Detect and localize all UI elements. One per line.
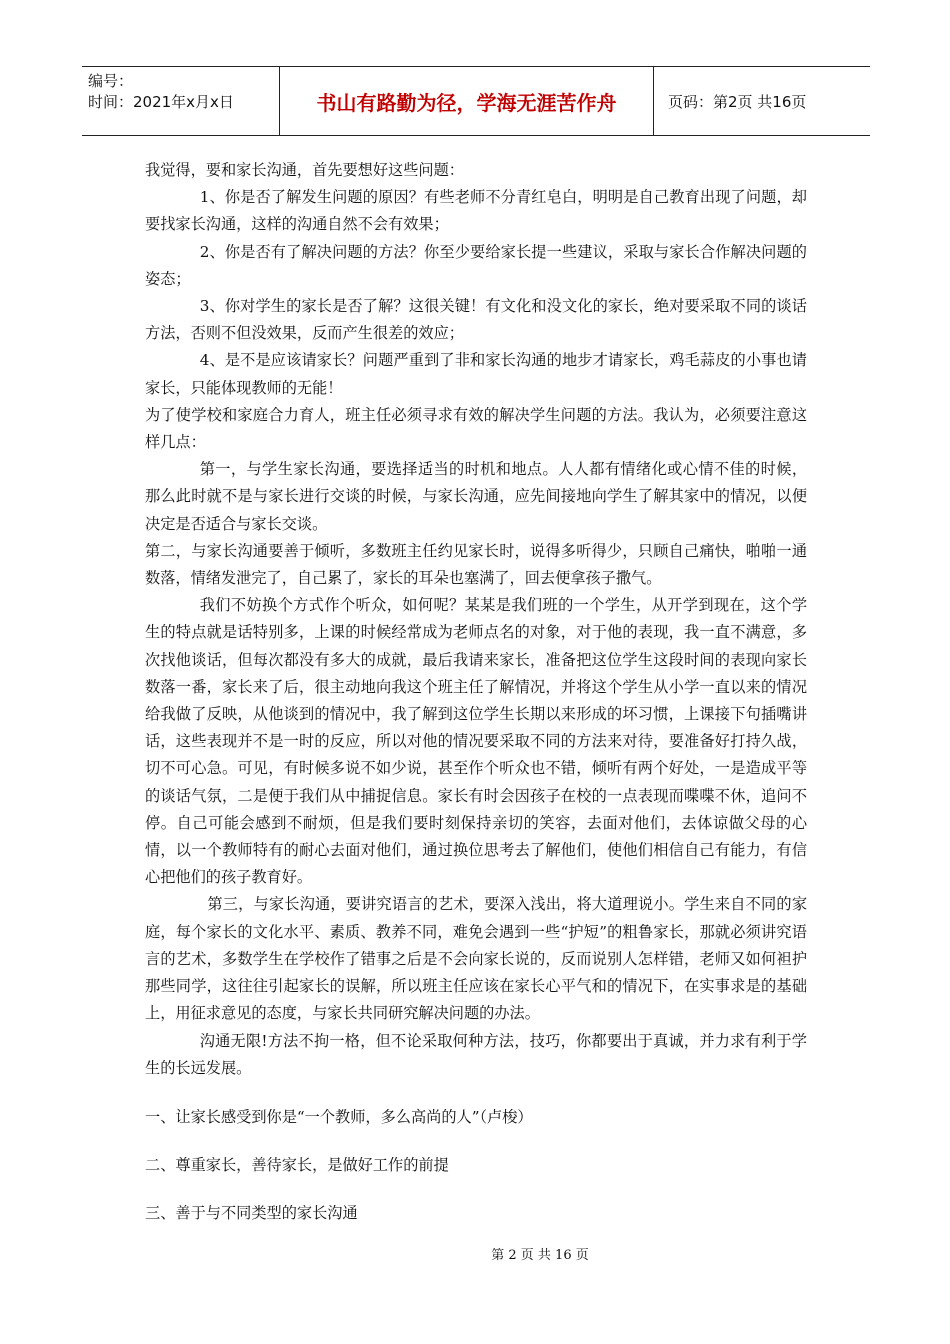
header-motto: 书山有路勤为径，学海无涯苦作舟	[280, 67, 654, 135]
section-heading-2: 二、尊重家长，善待家长，是做好工作的前提	[145, 1156, 449, 1175]
date-line: 时间：2021年x月x日	[88, 93, 234, 111]
paragraph-item-4: 4、是不是应该请家长？问题严重到了非和家长沟通的地步才请家长，鸡毛蒜皮的小事也请家长，只能体现教师的无能！	[145, 351, 807, 397]
page-header	[82, 66, 870, 136]
paragraph-conclusion: 沟通无限!方法不拘一格，但不论采取何种方法，技巧，你都要出于真诚，并力求有利于学生的长远发展。	[145, 1031, 807, 1077]
paragraph-second: 第二，与家长沟通要善于倾听，多数班主任约见家长时，说得多听得少，只顾自己痛快，啪啪一通数落，情绪发泄完了，自己累了，家长的耳朵也塞满了，回去便拿孩子撒气。	[145, 541, 807, 588]
paragraph-purpose: 为了使学校和家庭合力育人，班主任必须寻求有效的解决学生问题的方法。我认为，必须要注意这样几点：	[145, 405, 807, 452]
paragraph-item-3: 3、你对学生的家长是否了解？这很关键！有文化和没文化的家长，绝对要采取不同的谈话方法，否则不但没效果，反而产生很差的效应；	[145, 297, 807, 343]
paragraph-intro: 我觉得，要和家长沟通，首先要想好这些问题：	[145, 161, 464, 179]
number-label: 编号：	[88, 72, 134, 90]
header-meta	[82, 67, 280, 135]
paragraph-third: 第三，与家长沟通，要讲究语言的艺术，要深入浅出，将大道理说小。学生来自不同的家庭，每个家长的文化水平、素质、教养不同，难免会遇到一些“护短”的粗鲁家长，那就必须讲究语言的艺术，多数学生在学校作了错事之后是不会向家长说的，反而说别人怎样错，老师又如何袒护那些同学，这往往引起家长的误解，所以班主任应该在家长心平气和的情况下，在实事求是的基础上，用征求意见的态度，与家长共同研究解决问题的办法。	[145, 895, 807, 1023]
document-body	[145, 157, 807, 1228]
page-footer: 第 2 页 共 16 页	[491, 1248, 589, 1263]
section-heading-3: 三、善于与不同类型的家长沟通	[145, 1204, 358, 1223]
paragraph-first: 第一，与学生家长沟通，要选择适当的时机和地点。人人都有情绪化或心情不佳的时候，那么此时就不是与家长进行交谈的时候，与家长沟通，应先间接地向学生了解其家中的情况，以便决定是否适合与家长交谈。	[145, 460, 807, 533]
paragraph-item-2: 2、你是否有了解决问题的方法？你至少要给家长提一些建议，采取与家长合作解决问题的姿态；	[145, 242, 807, 288]
paragraph-example: 我们不妨换个方式作个听众，如何呢？某某是我们班的一个学生，从开学到现在，这个学生的特点就是话特别多，上课的时候经常成为老师点名的对象，对于他的表现，我一直不满意，多次找他谈话，但每次都没有多大的成就，最后我请来家长，准备把这位学生这段时间的表现向家长数落一番，家长来了后，很主动地向我这个班主任了解情况，并将这个学生从小学一直以来的情况给我做了反映，从他谈到的情况中，我了解到这位学生长期以来形成的坏习惯，上课接下句插嘴讲话，这些表现并不是一时的反应，所以对他的情况要采取不同的方法来对待，要准备好打持久战，切不可心急。可见，有时候多说不如少说，甚至作个听众也不错，倾听有两个好处，一是造成平等的谈话气氛，二是便于我们从中捕捉信息。家长有时会因孩子在校的一点表现而喋喋不休，追问不停。自己可能会感到不耐烦，但是我们要时刻保持亲切的笑容，去面对他们，去体谅做父母的心情，以一个教师特有的耐心去面对他们，通过换位思考去了解他们，使他们相信自己有能力，有信心把他们的孩子教育好。	[145, 596, 807, 887]
header-page-info: 页码：第2页 共16页	[668, 92, 807, 111]
paragraph-item-1: 1、你是否了解发生问题的原因？有些老师不分青红皂白，明明是自己教育出现了问题，却要找家长沟通，这样的沟通自然不会有效果；	[145, 188, 807, 234]
section-heading-1: 一、让家长感受到你是“一个教师，多么高尚的人”（卢梭）	[145, 1107, 533, 1126]
